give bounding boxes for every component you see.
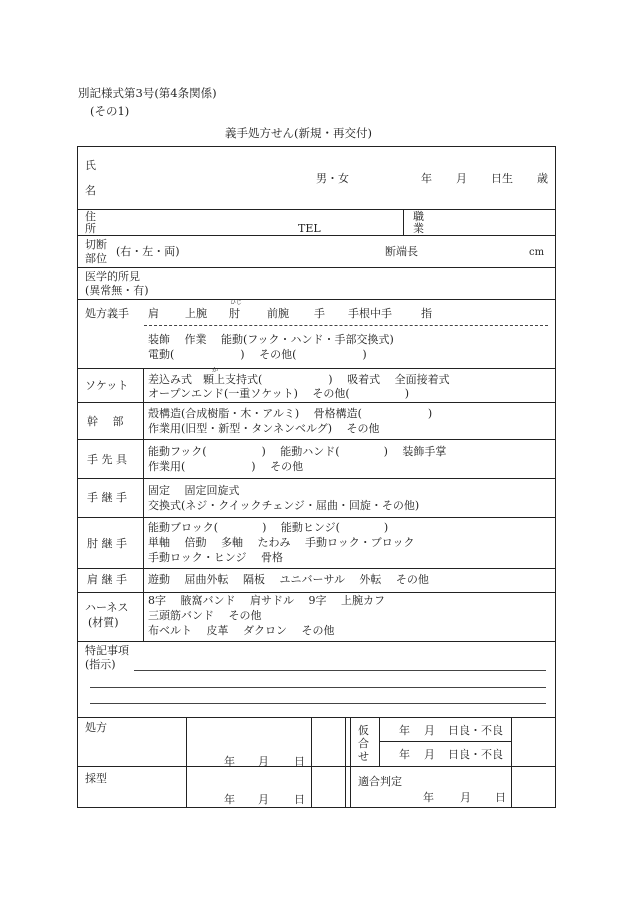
date-year: 年	[224, 793, 235, 806]
fitting-judgement-label: 適合判定	[358, 775, 402, 788]
col-divider	[350, 717, 351, 808]
shoulder-joint-options: 遊動 屈曲外転 隔板 ユニバーサル 外転 その他	[148, 573, 429, 586]
socket-label: ソケット	[85, 379, 129, 392]
row-divider	[78, 592, 555, 593]
fitting-month: 月	[424, 748, 435, 761]
terminal-device-options: 作業用( ) その他	[148, 460, 304, 473]
fitting-year: 年	[399, 748, 410, 761]
remarks-line	[90, 703, 546, 704]
unit-label: cm	[529, 247, 545, 258]
date-day: 日	[294, 755, 305, 768]
elbow-joint-options: 手動ロック・ヒンジ 骨格	[148, 551, 284, 564]
elbow-joint-options: 単軸 倍動 多軸 たわみ 手動ロック・ブロック	[148, 536, 415, 549]
form-title: 義手処方せん(新規・再交付)	[225, 126, 372, 140]
row-divider	[78, 368, 555, 369]
level-option: 上腕	[185, 307, 207, 320]
frame-options: 作業用(旧型・新型・タンネンベルグ) その他	[148, 422, 380, 435]
row-divider	[78, 478, 555, 479]
date-year: 年	[224, 755, 235, 768]
date-month: 月	[258, 755, 269, 768]
col-divider	[311, 717, 312, 808]
medical-findings-options: (異常無・有)	[85, 284, 149, 297]
fitting-label: せ	[358, 750, 369, 763]
prescription-form	[77, 146, 556, 808]
terminal-device-label: 手 先 具	[87, 453, 127, 466]
row-divider	[78, 299, 555, 300]
col-divider	[511, 717, 512, 808]
occupation-label: 職	[413, 210, 424, 223]
birth-year-label: 年	[421, 172, 432, 185]
harness-options: 三頭筋バンド その他	[148, 609, 262, 622]
casting-label: 採型	[85, 772, 107, 785]
address-label: 住	[85, 210, 96, 223]
side-options: (右・左・両)	[116, 245, 180, 258]
fitting-result-options: 日良・不良	[448, 748, 503, 761]
row-divider	[78, 439, 555, 440]
shoulder-joint-label: 肩 継 手	[87, 573, 127, 586]
date-day: 日	[294, 793, 305, 806]
remarks-label: 特記事項	[85, 644, 129, 657]
date-month: 月	[258, 793, 269, 806]
row-divider	[78, 568, 555, 569]
col-divider	[143, 368, 144, 641]
fitting-divider	[379, 741, 511, 742]
frame-options: 殻構造(合成樹脂・木・アルミ) 骨格構造( )	[148, 407, 433, 420]
level-option: 手	[314, 307, 325, 320]
socket-ruby: か	[212, 367, 219, 374]
judgement-day: 日	[495, 791, 506, 804]
harness-material-label: (材質)	[88, 616, 119, 629]
prosthesis-type-options: 装飾 作業 能動(フック・ハンド・手部交換式)	[148, 333, 394, 346]
prosthesis-label: 処方義手	[85, 307, 129, 320]
harness-options: 布ベルト 皮革 ダクロン その他	[148, 624, 335, 637]
address-label: 所	[85, 222, 96, 235]
birth-day-label: 日生	[491, 172, 513, 185]
row-divider	[78, 267, 555, 268]
tel-label: TEL	[298, 222, 321, 235]
birth-month-label: 月	[456, 172, 467, 185]
level-option: 手根中手	[348, 307, 392, 320]
row-divider	[78, 641, 555, 642]
amputation-label: 部位	[85, 252, 107, 265]
name-label: 氏	[85, 159, 96, 172]
age-label: 歳	[537, 172, 548, 185]
wrist-joint-label: 手 継 手	[87, 491, 127, 504]
wrist-joint-options: 固定 固定回旋式	[148, 484, 240, 497]
fitting-result-options: 日良・不良	[448, 724, 503, 737]
row-divider	[78, 517, 555, 518]
col-divider	[403, 209, 404, 235]
row-divider	[78, 209, 555, 210]
sex-options: 男・女	[316, 172, 349, 185]
fitting-label: 仮	[358, 724, 369, 737]
frame-label: 幹 部	[87, 415, 124, 428]
col-divider	[345, 717, 346, 808]
occupation-label: 業	[413, 222, 424, 235]
socket-options: オープンエンド(一重ソケット) その他( )	[148, 387, 410, 400]
remarks-line	[90, 687, 546, 688]
level-option: 前腕	[267, 307, 289, 320]
medical-findings-label: 医学的所見	[85, 270, 140, 283]
judgement-year: 年	[423, 791, 434, 804]
remarks-instruction-label: (指示)	[85, 658, 116, 671]
harness-label: ハーネス	[85, 601, 129, 614]
row-divider	[78, 235, 555, 236]
terminal-device-options: 能動フック( ) 能動ハンド( ) 装飾手掌	[148, 445, 447, 458]
row-divider	[78, 717, 555, 718]
form-number: 別記様式第3号(第4条関係)	[78, 86, 217, 100]
level-option: 肘	[229, 307, 240, 320]
elbow-ruby: ひじ	[230, 299, 243, 306]
row-divider	[78, 766, 555, 767]
remarks-line	[134, 670, 546, 671]
form-part: (その1)	[90, 104, 130, 118]
elbow-joint-label: 肘 継 手	[87, 537, 127, 550]
stump-length-label: 断端長	[385, 245, 418, 258]
fitting-year: 年	[399, 724, 410, 737]
level-option: 肩	[148, 307, 159, 320]
dashed-separator	[144, 325, 548, 326]
judgement-month: 月	[460, 791, 471, 804]
row-divider	[78, 402, 555, 403]
level-option: 指	[421, 307, 432, 320]
socket-options: 差込み式 顆上支持式( ) 吸着式 全面接着式	[148, 373, 450, 386]
fitting-month: 月	[424, 724, 435, 737]
amputation-label: 切断	[85, 238, 107, 251]
fitting-label: 合	[358, 737, 369, 750]
elbow-joint-options: 能動ブロック( ) 能動ヒンジ( )	[148, 521, 389, 534]
harness-options: 8字 腋窩バンド 肩サドル 9字 上腕カフ	[148, 594, 385, 607]
col-divider	[186, 717, 187, 808]
prosthesis-type-options: 電動( ) その他( )	[148, 348, 367, 361]
wrist-joint-options: 交換式(ネジ・クイックチェンジ・屈曲・回旋・その他)	[148, 499, 420, 512]
name-label: 名	[85, 184, 96, 197]
prescription-label: 処方	[85, 721, 107, 734]
